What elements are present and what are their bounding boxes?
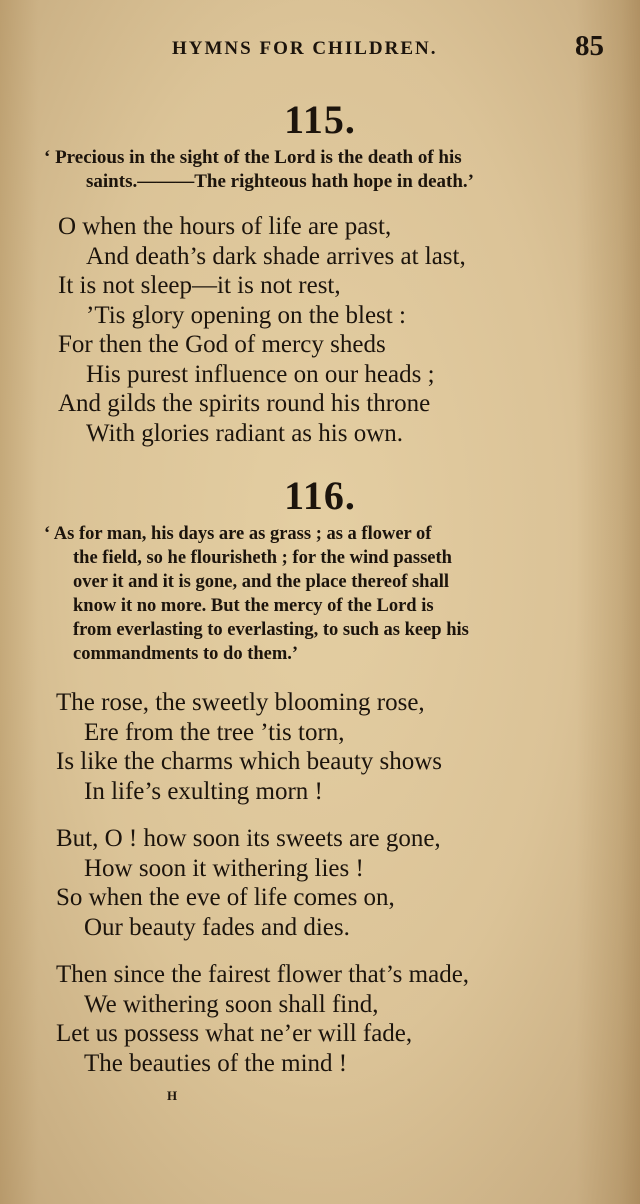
verse-line: And gilds the spirits round his throne (58, 390, 431, 417)
signature-mark: H (167, 1088, 178, 1103)
epigraph-line: the field, so he flourisheth ; for the wind passeth (73, 548, 452, 568)
verse-line: The rose, the sweetly blooming rose, (56, 689, 425, 716)
epigraph-line: know it no more. But the mercy of the Lord is (73, 596, 434, 616)
page-header (0, 30, 640, 68)
hymn-116-number: 116. (284, 473, 356, 518)
hymn-116-stanza-3 (56, 960, 469, 1078)
page-number: 85 (575, 30, 604, 62)
verse-line: In life’s exulting morn ! (84, 777, 323, 805)
epigraph-line: over it and it is gone, and the place thereof shall (73, 572, 449, 592)
epigraph-line: from everlasting to everlasting, to such as keep his (73, 620, 469, 640)
verse-line: The beauties of the mind ! (84, 1049, 348, 1077)
verse-line: Then since the fairest flower that’s made, (56, 961, 470, 988)
epigraph-line: ‘ As for man, his days are as grass ; as a flower of (44, 524, 432, 544)
verse-line: How soon it withering lies ! (84, 854, 364, 882)
verse-line: So when the eve of life comes on, (56, 884, 395, 911)
epigraph-line: saints.———The righteous hath hope in death.’ (86, 171, 474, 192)
hymn-116-stanza-1 (56, 688, 442, 806)
hymn-115-verse (58, 212, 466, 448)
hymn-115-epigraph (44, 146, 474, 194)
hymn-116-epigraph (44, 522, 469, 666)
running-head: HYMNS FOR CHILDREN. (172, 38, 438, 59)
verse-line: Our beauty fades and dies. (84, 913, 350, 941)
verse-line: We withering soon shall find, (84, 990, 379, 1018)
epigraph-line: commandments to do them.’ (73, 644, 299, 664)
verse-line: Let us possess what ne’er will fade, (56, 1020, 413, 1047)
hymn-116-stanza-2 (56, 824, 441, 942)
hymn-115-number: 115. (284, 97, 356, 142)
verse-line: O when the hours of life are past, (58, 213, 392, 240)
verse-line: His purest influence on our heads ; (86, 360, 435, 388)
verse-line: But, O ! how soon its sweets are gone, (56, 825, 441, 852)
verse-line: It is not sleep—it is not rest, (58, 272, 341, 299)
verse-line: ’Tis glory opening on the blest : (86, 301, 406, 329)
verse-line: With glories radiant as his own. (86, 419, 403, 447)
verse-line: Is like the charms which beauty shows (56, 748, 443, 775)
verse-line: Ere from the tree ’tis torn, (84, 718, 345, 746)
verse-line: For then the God of mercy sheds (58, 331, 386, 358)
epigraph-line: ‘ Precious in the sight of the Lord is the death of his (44, 147, 462, 168)
verse-line: And death’s dark shade arrives at last, (86, 242, 466, 270)
